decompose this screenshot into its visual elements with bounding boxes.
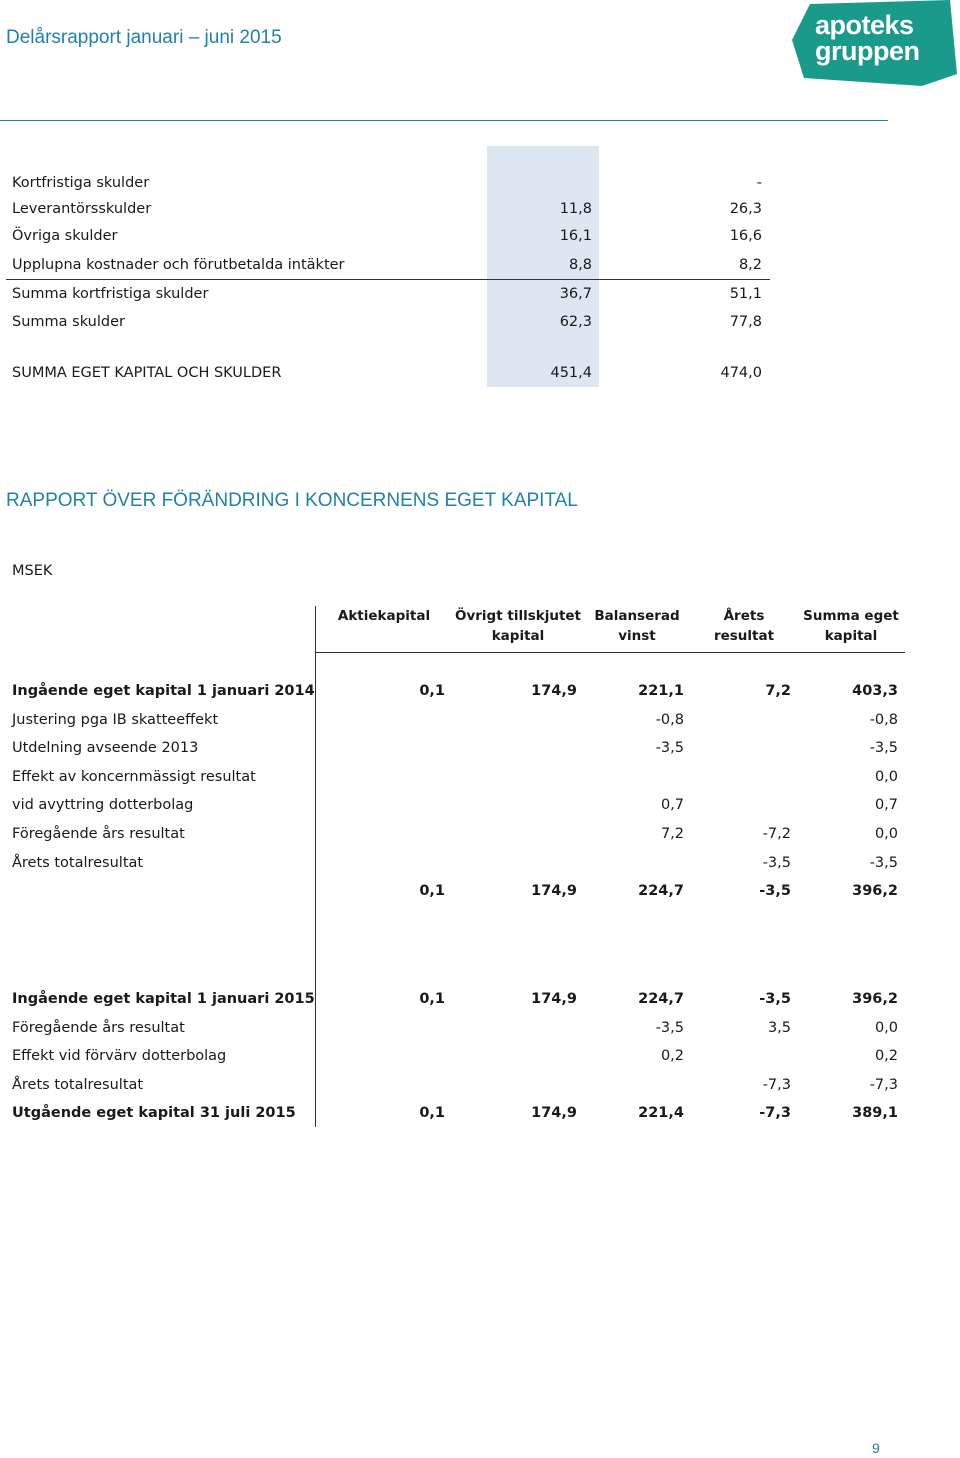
column-header: Summa eget	[803, 608, 899, 624]
equity-value: 0,0	[874, 826, 898, 842]
equity-value: 403,3	[852, 683, 898, 699]
equity-row-label: Effekt vid förvärv dotterbolag	[12, 1048, 227, 1064]
column-header: resultat	[713, 628, 775, 644]
equity-value: 396,2	[852, 991, 898, 1007]
equity-value: 224,7	[638, 883, 684, 899]
equity-value: 174,9	[531, 683, 577, 699]
equity-value: -3,5	[869, 855, 898, 871]
equity-value: 0,0	[874, 769, 898, 785]
equity-value: 174,9	[531, 991, 577, 1007]
equity-value: 0,1	[419, 683, 445, 699]
label-column-divider	[315, 606, 316, 1127]
report-title: Delårsrapport januari – juni 2015	[6, 27, 282, 48]
balance-value-current: 16,1	[559, 228, 592, 244]
equity-value: 7,2	[660, 826, 684, 842]
equity-row-label: Årets totalresultat	[12, 855, 144, 871]
equity-value: -0,8	[655, 712, 684, 728]
equity-value: -3,5	[655, 1020, 684, 1036]
equity-value: 0,1	[419, 991, 445, 1007]
balance-value-previous: 8,2	[738, 257, 762, 273]
balance-value-current: 11,8	[559, 201, 592, 217]
balance-row-label: Summa kortfristiga skulder	[12, 286, 209, 302]
equity-value: 224,7	[638, 991, 684, 1007]
column-header: Årets	[723, 608, 765, 624]
equity-value: -3,5	[759, 883, 791, 899]
equity-value: -3,5	[869, 740, 898, 756]
section-title: RAPPORT ÖVER FÖRÄNDRING I KONCERNENS EGET KAPITAL	[6, 490, 578, 511]
balance-value-previous: -	[756, 175, 762, 191]
equity-value: -3,5	[762, 855, 791, 871]
equity-row-label: Utdelning avseende 2013	[12, 740, 199, 756]
header-divider	[0, 120, 888, 121]
equity-value: -7,2	[762, 826, 791, 842]
balance-value-current: 451,4	[550, 365, 592, 381]
balance-row-label: Övriga skulder	[12, 228, 118, 244]
equity-value: -0,8	[869, 712, 898, 728]
equity-row-label: Föregående års resultat	[12, 1020, 185, 1036]
equity-value: 0,2	[874, 1048, 898, 1064]
balance-value-current: 36,7	[559, 286, 592, 302]
equity-value: 0,1	[419, 1105, 445, 1121]
equity-row-label: Årets totalresultat	[12, 1077, 144, 1093]
balance-row-label: Kortfristiga skulder	[12, 175, 150, 191]
logo-text-line1: apoteks	[815, 10, 914, 40]
balance-value-previous: 77,8	[729, 314, 762, 330]
balance-value-current: 8,8	[568, 257, 592, 273]
header-bottom-rule	[315, 652, 905, 653]
equity-row-label: Effekt av koncernmässigt resultat	[12, 769, 256, 785]
equity-value: 221,4	[638, 1105, 684, 1121]
balance-row-label: Summa skulder	[12, 314, 125, 330]
equity-value: 174,9	[531, 1105, 577, 1121]
balance-value-previous: 474,0	[720, 365, 762, 381]
balance-value-previous: 51,1	[729, 286, 762, 302]
equity-row-label: Föregående års resultat	[12, 826, 185, 842]
equity-value: 0,7	[874, 797, 898, 813]
balance-subtotal-rule	[6, 279, 770, 280]
equity-value: 0,7	[660, 797, 684, 813]
equity-value: -3,5	[759, 991, 791, 1007]
column-header: kapital	[824, 628, 878, 644]
column-header: vinst	[618, 628, 656, 644]
balance-value-previous: 26,3	[729, 201, 762, 217]
equity-value: 221,1	[638, 683, 684, 699]
equity-value: -7,3	[759, 1105, 791, 1121]
equity-row-label: Utgående eget kapital 31 juli 2015	[12, 1105, 296, 1121]
equity-value: 0,0	[874, 1020, 898, 1036]
balance-row-label: Upplupna kostnader och förutbetalda intäkter	[12, 257, 345, 273]
equity-value: -3,5	[655, 740, 684, 756]
balance-value-previous: 16,6	[729, 228, 762, 244]
column-header: Aktiekapital	[337, 608, 431, 624]
unit-label: MSEK	[12, 563, 53, 579]
equity-value: -7,3	[869, 1077, 898, 1093]
logo-text-line2: gruppen	[815, 36, 920, 66]
equity-row-label: Ingående eget kapital 1 januari 2015	[12, 991, 315, 1007]
equity-value: 174,9	[531, 883, 577, 899]
equity-value: 7,2	[765, 683, 791, 699]
column-header: Balanserad	[594, 608, 680, 624]
page-number: 9	[872, 1440, 880, 1456]
equity-value: 3,5	[767, 1020, 791, 1036]
equity-row-label: Ingående eget kapital 1 januari 2014	[12, 683, 315, 699]
equity-value: 0,1	[419, 883, 445, 899]
column-header: kapital	[491, 628, 545, 644]
column-header: Övrigt tillskjutet	[454, 608, 582, 624]
equity-value: -7,3	[762, 1077, 791, 1093]
equity-value: 389,1	[852, 1105, 898, 1121]
balance-row-label: SUMMA EGET KAPITAL OCH SKULDER	[12, 365, 282, 381]
equity-row-label: Justering pga IB skatteeffekt	[12, 712, 219, 728]
equity-value: 0,2	[660, 1048, 684, 1064]
equity-row-label: vid avyttring dotterbolag	[12, 797, 194, 813]
balance-row-label: Leverantörsskulder	[12, 201, 152, 217]
equity-value: 396,2	[852, 883, 898, 899]
balance-value-current: 62,3	[559, 314, 592, 330]
